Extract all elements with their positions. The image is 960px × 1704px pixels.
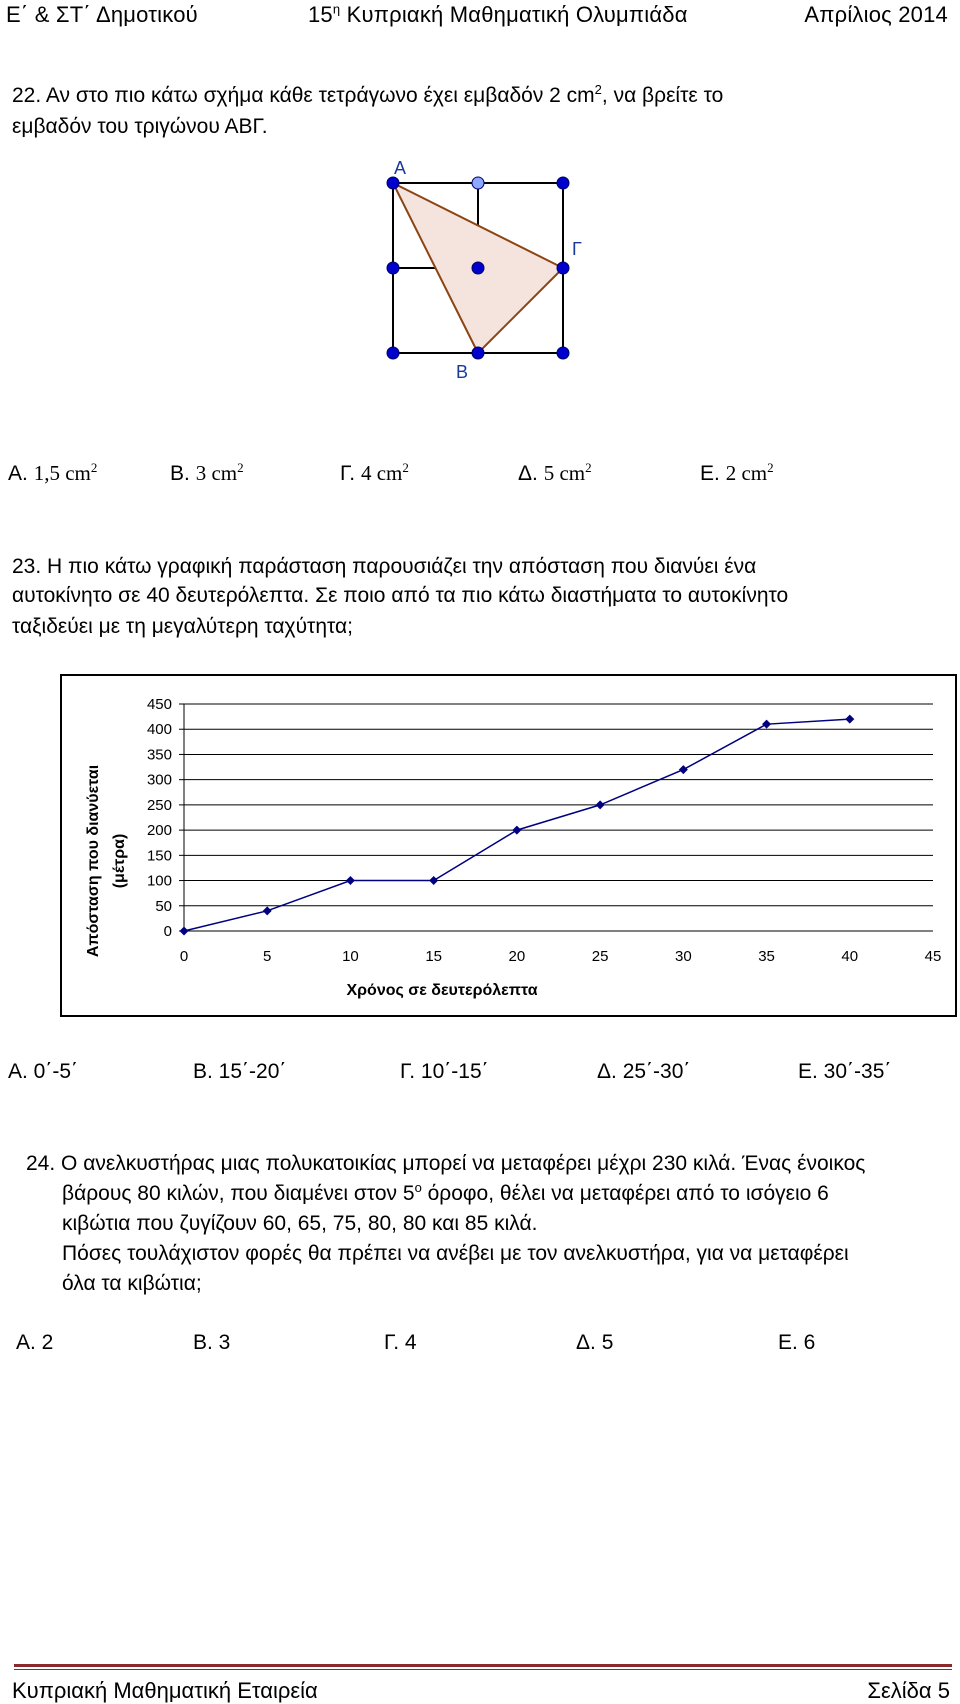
q22-text-line1-post: , να βρείτε το [601,84,724,107]
q22-option-b-value: 3 cm [195,461,238,485]
q22-option-c-letter: Γ. [340,462,361,485]
header-center-text: Κυπριακή Μαθηματική Ολυμπιάδα [340,2,688,27]
q24-text-line4: Πόσες τουλάχιστον φορές θα πρέπει να ανέβει με τον ανελκυστήρα, για να μεταφέρει [62,1242,849,1265]
chart-gridlines [184,704,933,906]
q22-option-a-sup: 2 [90,460,98,475]
chart-data-point [679,765,688,774]
q24-option-d[interactable]: Δ. 5 [576,1331,614,1354]
header-right: Απρίλιος 2014 [804,2,948,27]
q23-text-line2: αυτοκίνητο σε 40 δευτερόλεπτα. Σε ποιο από τα πιο κάτω διαστήματα το αυτοκίνητο [12,584,789,607]
q24-sup: ο [414,1180,422,1195]
chart-y-axis-label-line1: Απόσταση που διανύεται [85,764,102,958]
distance-time-chart [60,674,957,1017]
q22-option-a-letter: Α. [8,462,34,485]
chart-x-tick-label: 45 [924,948,942,965]
chart-y-tick-label: 50 [155,897,172,915]
q24-text-line3: κιβώτια που ζυγίζουν 60, 65, 75, 80, 80 και 85 κιλά. [62,1212,538,1235]
q22-option-e[interactable] [700,461,774,486]
chart-series [180,715,855,936]
q22-option-c-value: 4 cm [360,461,403,485]
q22-option-d-sup: 2 [585,460,592,475]
q22-text-line2: εμβαδόν του τριγώνου ΑΒΓ. [12,115,268,138]
q22-option-e-sup: 2 [767,460,774,475]
point-top-middle [472,177,484,189]
chart-x-tick-label: 20 [508,948,526,965]
q24-text-line2 [62,1178,829,1209]
header-center-sup: η [332,1,341,17]
chart-x-tick-label: 35 [758,948,775,965]
chart-series-line [184,719,850,931]
chart-y-tick-label: 100 [146,872,172,890]
q22-option-a-value: 1,5 cm [33,461,91,485]
footer-left: Κυπριακή Μαθηματική Εταιρεία [12,1678,318,1703]
label-g: Γ [572,239,582,259]
q22-option-e-letter: Ε. [700,462,726,485]
header-center-number: 15 [308,2,333,27]
footer-rule-thin [14,1669,952,1670]
point-b [472,347,484,359]
chart-x-tick-labels [180,948,942,965]
chart-y-tick-label: 350 [146,746,172,764]
q23-text-line1: 23. Η πιο κάτω γραφική παράσταση παρουσιάζει την απόσταση που διανύει ένα [12,555,757,578]
q22-option-b-sup: 2 [237,460,244,475]
chart-data-point [346,876,355,885]
chart-data-point [180,927,189,936]
point-mid-left [387,262,399,274]
q22-option-d[interactable] [518,461,592,486]
q22-option-c-sup: 2 [402,460,409,475]
q22-sup: 2 [594,82,602,97]
q24-text-line5: όλα τα κιβώτια; [62,1272,202,1295]
q23-option-d[interactable]: Δ. 25΄-30΄ [597,1060,691,1083]
chart-y-tick-label: 0 [163,923,172,940]
q24-option-c[interactable]: Γ. 4 [384,1331,417,1354]
chart-data-point [263,906,272,915]
chart-data-point [596,800,605,809]
label-b: Β [456,362,469,382]
q23-option-b[interactable]: Β. 15΄-20΄ [193,1060,287,1083]
q22-option-d-letter: Δ. [518,462,544,485]
q22-text-line1 [12,80,723,111]
point-bottom-right [557,347,569,359]
footer-right: Σελίδα 5 [867,1678,950,1703]
chart-x-tick-label: 40 [841,948,859,965]
q22-option-c[interactable] [340,461,409,486]
q23-option-e[interactable]: Ε. 30΄-35΄ [798,1060,892,1083]
chart-y-tick-label: 200 [146,822,172,840]
q23-option-c[interactable]: Γ. 10΄-15΄ [400,1060,489,1083]
q24-text-line1: 24. Ο ανελκυστήρας μιας πολυκατοικίας μπορεί να μεταφέρει μέχρι 230 κιλά. Ένας ένοικος [26,1152,866,1175]
chart-y-tick-labels [147,696,172,940]
chart-y-tick-label: 400 [146,721,172,739]
chart-y-tick-label: 450 [146,696,172,713]
q22-option-e-value: 2 cm [725,461,768,485]
q24-option-a[interactable]: Α. 2 [16,1331,54,1354]
chart-x-tick-label: 30 [674,948,692,965]
chart-data-point [762,720,771,729]
chart-y-tick-label: 250 [146,796,172,814]
q22-option-b[interactable] [170,461,244,486]
header-center [308,2,688,28]
point-center [472,262,484,274]
chart-x-tick-label: 0 [179,948,189,965]
chart-y-tick-label: 300 [146,771,172,789]
header-left: Ε΄ & ΣΤ΄ Δημοτικού [6,2,198,27]
chart-x-axis-label: Χρόνος σε δευτερόλεπτα [346,982,538,999]
q24-option-e[interactable]: Ε. 6 [778,1331,816,1354]
chart-x-tick-label: 25 [591,948,609,965]
q24-option-b[interactable]: Β. 3 [193,1331,231,1354]
chart-x-tick-label: 5 [263,948,272,965]
footer-rule-thick [14,1664,952,1667]
chart-x-tick-label: 10 [342,948,359,965]
q24-text-line2-pre: βάρους 80 κιλών, που διαμένει στον 5 [62,1182,415,1205]
chart-data-point [429,876,438,885]
chart-y-tick-label: 150 [146,847,172,865]
point-bottom-left [387,347,399,359]
q22-option-d-value: 5 cm [543,461,586,485]
chart-data-point [845,715,854,724]
chart-y-axis-label-line2: (μέτρα) [111,833,128,889]
q23-text-line3: ταξιδεύει με τη μεγαλύτερη ταχύτητα; [12,615,354,638]
q23-option-a[interactable]: Α. 0΄-5΄ [8,1060,79,1083]
chart-data-point [512,826,521,835]
q22-option-b-letter: Β. [170,462,196,485]
point-a [387,177,399,189]
q22-text-line1-pre: 22. Αν στο πιο κάτω σχήμα κάθε τετράγωνο έχει εμβαδόν 2 cm [12,84,595,107]
q22-option-a[interactable] [8,461,97,486]
q24-text-line2-post: όροφο, θέλει να μεταφέρει από το ισόγειο 6 [421,1182,829,1205]
chart-x-tick-label: 15 [425,948,443,965]
point-g [557,262,569,274]
chart-y-axis-label [85,765,128,957]
q22-grid-figure [370,150,610,390]
label-a: Α [394,158,407,178]
point-top-right [557,177,569,189]
